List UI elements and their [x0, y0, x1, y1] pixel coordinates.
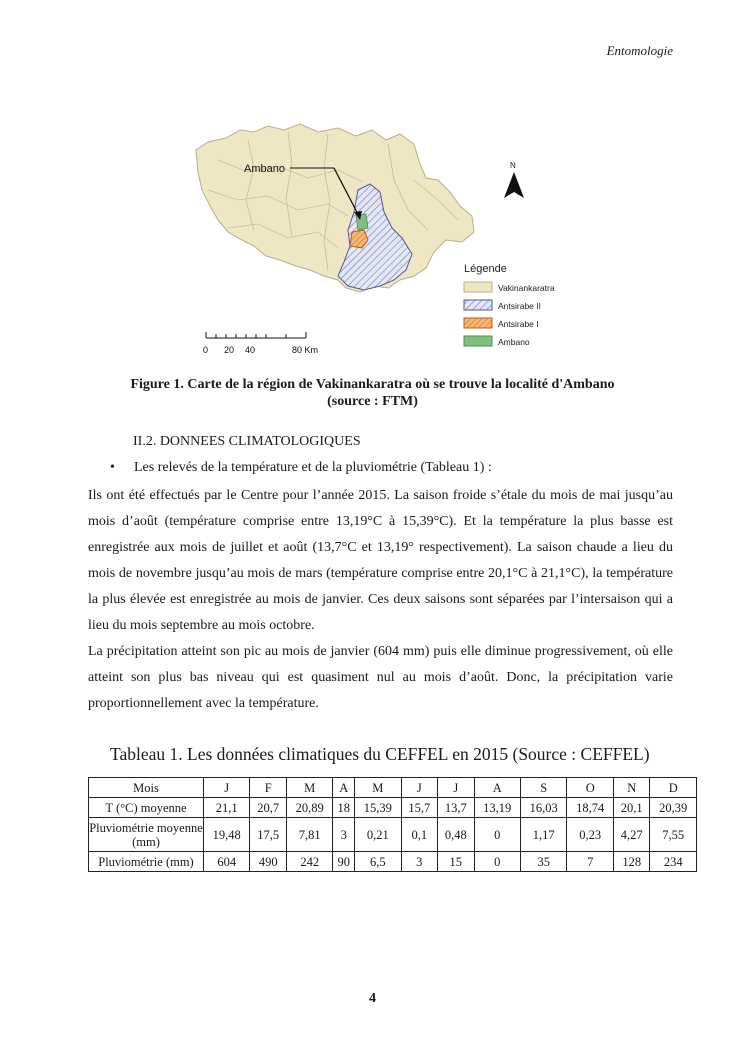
table-cell: 20,7: [250, 798, 287, 818]
legend-title: Légende: [464, 263, 507, 275]
bullet-icon: •: [110, 460, 115, 475]
month-header: J: [204, 778, 250, 798]
table-header-label: Mois: [89, 778, 204, 798]
table-cell: 18,74: [567, 798, 613, 818]
table-cell: 242: [286, 852, 332, 872]
table-cell: 15,39: [355, 798, 401, 818]
row-label: T (°C) moyenne: [89, 798, 204, 818]
scale-label-40: 40: [245, 345, 256, 355]
month-header: M: [286, 778, 332, 798]
table-cell: 17,5: [250, 818, 287, 852]
scale-label-20: 20: [224, 345, 235, 355]
month-header: F: [250, 778, 287, 798]
table-cell: 7: [567, 852, 613, 872]
row-label: Pluviométrie (mm): [89, 852, 204, 872]
table-cell: 90: [333, 852, 355, 872]
scale-label-80: 80 Km: [292, 345, 319, 355]
legend-swatch-antsirabe-i: [464, 318, 492, 328]
paragraph: La précipitation atteint son pic au mois de janvier (604 mm) puis elle diminue progressivement, où elle atteint son plus bas niveau qui est quasiment nul au mois d’août. Donc, la précipitation varie proportionnellement avec la température.: [88, 644, 673, 711]
month-header: S: [520, 778, 566, 798]
table-cell: 35: [520, 852, 566, 872]
month-header: O: [567, 778, 613, 798]
running-header: Entomologie: [606, 43, 673, 58]
bullet-item: [110, 460, 492, 476]
region-map: [188, 120, 568, 360]
month-header: A: [333, 778, 355, 798]
table-cell: 13,19: [474, 798, 520, 818]
table-cell: 0: [474, 818, 520, 852]
table-cell: 128: [613, 852, 650, 872]
scale-bar: [206, 332, 306, 338]
north-label: N: [510, 161, 516, 170]
table-row-rain-total: [89, 852, 697, 872]
legend-label-antsirabe-i: Antsirabe I: [498, 319, 539, 329]
section-title: II.2. DONNEES CLIMATOLOGIQUES: [133, 434, 361, 449]
month-header: D: [650, 778, 697, 798]
bullet-text: Les relevés de la température et de la pluviométrie (Tableau 1) :: [134, 460, 492, 475]
month-header: J: [438, 778, 475, 798]
table-cell: 4,27: [613, 818, 650, 852]
body-text: [88, 483, 673, 717]
month-header: M: [355, 778, 401, 798]
table-title: Tableau 1. Les données climatiques du CEFFEL en 2015 (Source : CEFFEL): [110, 744, 650, 764]
table-cell: 21,1: [204, 798, 250, 818]
north-arrow-icon: [504, 172, 524, 198]
ambano-map-label: Ambano: [244, 163, 285, 175]
paragraph: Ils ont été effectués par le Centre pour l’année 2015. La saison froide s’étale du mois de mai jusqu’au mois d’août (température comprise entre 13,19°C à 15,39°C). Et la température la plus basse est enregistrée aux mois de juillet et août (13,7°C et 13,19° respectivement). La saison chaude a lieu du mois de novembre jusqu’au mois de mars (température comprise entre 20,1°C à 21,1°C), la température la plus élevée est enregistrée au mois de janvier. Ces deux saisons sont séparées par l’intersaison qui a lieu du mois septembre au mois octobre.: [88, 488, 673, 633]
legend-swatch-vakinankaratra: [464, 282, 492, 292]
table-cell: 0,48: [438, 818, 475, 852]
legend-label-ambano: Ambano: [498, 337, 530, 347]
legend-label-antsirabe-ii: Antsirabe II: [498, 301, 541, 311]
climate-table: [88, 777, 697, 872]
table-cell: 1,17: [520, 818, 566, 852]
table-row-temperature: [89, 798, 697, 818]
table-cell: 0,1: [401, 818, 438, 852]
table-cell: 7,81: [286, 818, 332, 852]
table-cell: 604: [204, 852, 250, 872]
table-cell: 234: [650, 852, 697, 872]
month-header: J: [401, 778, 438, 798]
table-cell: 3: [401, 852, 438, 872]
row-label: Pluviométrie moyenne (mm): [89, 818, 204, 852]
table-cell: 0,21: [355, 818, 401, 852]
table-cell: 3: [333, 818, 355, 852]
month-header: A: [474, 778, 520, 798]
table-cell: 16,03: [520, 798, 566, 818]
scale-label-0: 0: [203, 345, 209, 355]
table-cell: 0: [474, 852, 520, 872]
table-cell: 18: [333, 798, 355, 818]
table-cell: 7,55: [650, 818, 697, 852]
table-cell: 20,89: [286, 798, 332, 818]
page-number: 4: [369, 991, 376, 1006]
legend-swatch-ambano: [464, 336, 492, 346]
legend-label-vakinankaratra: Vakinankaratra: [498, 283, 555, 293]
table-cell: 13,7: [438, 798, 475, 818]
table-cell: 490: [250, 852, 287, 872]
table-cell: 20,1: [613, 798, 650, 818]
table-cell: 0,23: [567, 818, 613, 852]
table-cell: 19,48: [204, 818, 250, 852]
table-cell: 6,5: [355, 852, 401, 872]
table-row-rain-mean: [89, 818, 697, 852]
legend-swatch-antsirabe-ii: [464, 300, 492, 310]
table-cell: 20,39: [650, 798, 697, 818]
month-header: N: [613, 778, 650, 798]
figure-caption: Figure 1. Carte de la région de Vakinankaratra où se trouve la localité d'Ambano (source : FTM): [130, 377, 615, 409]
table-cell: 15,7: [401, 798, 438, 818]
table-header-row: [89, 778, 697, 798]
table-cell: 15: [438, 852, 475, 872]
